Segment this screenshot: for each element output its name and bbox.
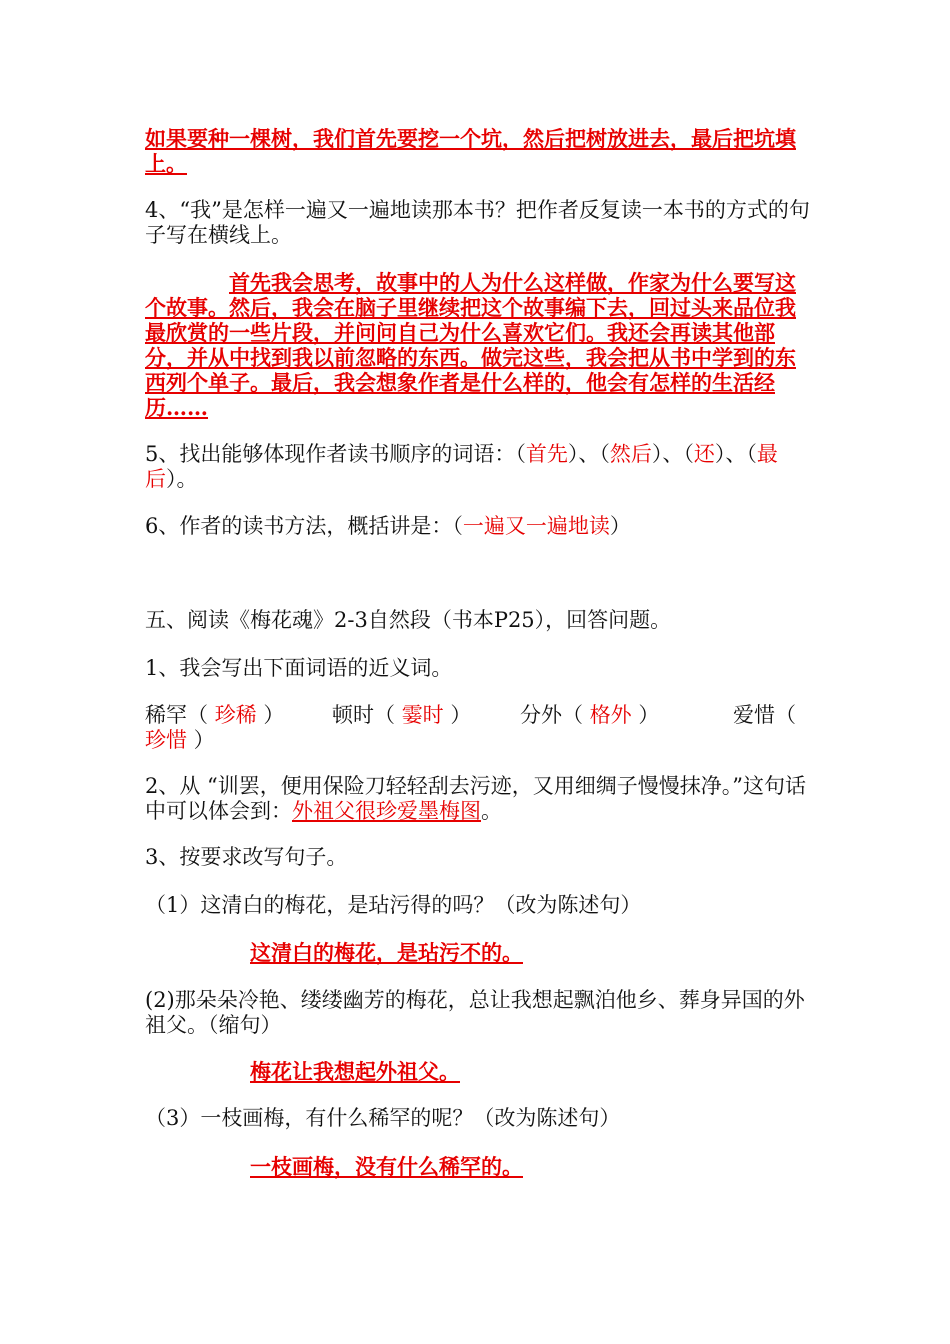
- q5-word-3: 还: [693, 442, 715, 466]
- s5-q3-item2-answer: 梅花让我想起外祖父。: [250, 1059, 460, 1084]
- synonym-word-2: 顿时: [332, 703, 374, 727]
- answer-plant-tree: [145, 126, 810, 176]
- s5-q3-item1-question: （1）这清白的梅花，是玷污得的吗？（改为陈述句）: [145, 893, 642, 917]
- q5-word-4: 最后: [145, 442, 778, 491]
- q5-prefix: 5、找出能够体现作者读书顺序的词语：: [145, 442, 516, 466]
- s5-q2-line: [145, 774, 810, 824]
- answer-plant-tree-text: 如果要种一棵树，我们首先要挖一个坑，然后把树放进去，最后把坑填上。: [145, 126, 796, 176]
- q4-answer: [145, 270, 813, 420]
- synonym-word-3: 分外: [520, 703, 562, 727]
- s5-q3-item3-answer: 一枝画梅，没有什么稀罕的。: [250, 1154, 523, 1179]
- synonym-answer-4: 珍惜: [145, 728, 187, 752]
- q5-word-2: 然后: [609, 442, 652, 466]
- synonym-answer-2: 霎时: [401, 703, 444, 727]
- synonym-answer-1: 珍稀: [214, 703, 257, 727]
- q6-prefix: 6、作者的读书方法，概括讲是：: [145, 514, 453, 538]
- synonym-answer-3: 格外: [589, 703, 632, 727]
- q6-line: 6、作者的读书方法，概括讲是：（一遍又一遍地读）: [145, 514, 631, 538]
- synonym-word-4: 爱惜: [733, 703, 775, 727]
- s5-q3-title: 3、按要求改写句子。: [145, 845, 348, 869]
- synonym-pair-2: 顿时（ 霎时 ）: [332, 703, 472, 727]
- s5-q2-answer: 外祖父很珍爱墨梅图: [292, 799, 481, 823]
- synonym-word-1: 稀罕: [145, 703, 187, 727]
- q4-question: 4、“我”是怎样一遍又一遍地读那本书？把作者反复读一本书的方式的句子写在横线上。: [145, 198, 810, 247]
- synonym-pair-3: 分外（ 格外 ）: [520, 703, 660, 727]
- s5-q1-question: 1、我会写出下面词语的近义词。: [145, 656, 453, 680]
- s5-q3-item2-question: (2)那朵朵冷艳、缕缕幽芳的梅花，总让我想起飘泊他乡、葬身异国的外祖父。（缩句）: [145, 988, 805, 1037]
- q5-word-1: 首先: [525, 442, 568, 466]
- section5-title: 五、阅读《梅花魂》2-3自然段（书本P25），回答问题。: [145, 608, 672, 632]
- s5-q2-suffix: 。: [481, 799, 502, 823]
- q5-suffix: 。: [176, 467, 198, 491]
- q4-answer-text: 首先我会思考，故事中的人为什么这样做，作家为什么要写这个故事。然后，我会在脑子里继续把这个故事编下去，回过头来品位我最欣赏的一些片段，并问问自己为什么喜欢它们。我还会再读其他部分，并从中找到我以前忽略的东西。做完这些，我会把从书中学到的东西列个单子。最后，我会想象作者是什么样的，他会有怎样的生活经历……: [145, 270, 796, 420]
- s5-q2-prefix: 2、从 “训罢，便用保险刀轻轻刮去污迹，又用细绸子慢慢抹净。”这句话中可以体会到：: [145, 774, 807, 823]
- s5-q3-item1-answer: 这清白的梅花，是玷污不的。: [250, 940, 523, 965]
- synonym-pair-1: 稀罕（ 珍稀 ）: [145, 703, 285, 727]
- s5-q3-item3-question: （3）一枝画梅，有什么稀罕的呢？（改为陈述句）: [145, 1106, 621, 1130]
- q6-answer: 一遍又一遍地读: [462, 514, 610, 538]
- q5-line: 5、找出能够体现作者读书顺序的词语：（首先）、（然后）、（还）、（最后）。: [145, 442, 778, 491]
- s5-q1-synonyms: 稀罕（ 珍稀 ） 顿时（ 霎时 ） 分外（ 格外 ） 爱惜 （ 珍惜 ）: [145, 703, 796, 752]
